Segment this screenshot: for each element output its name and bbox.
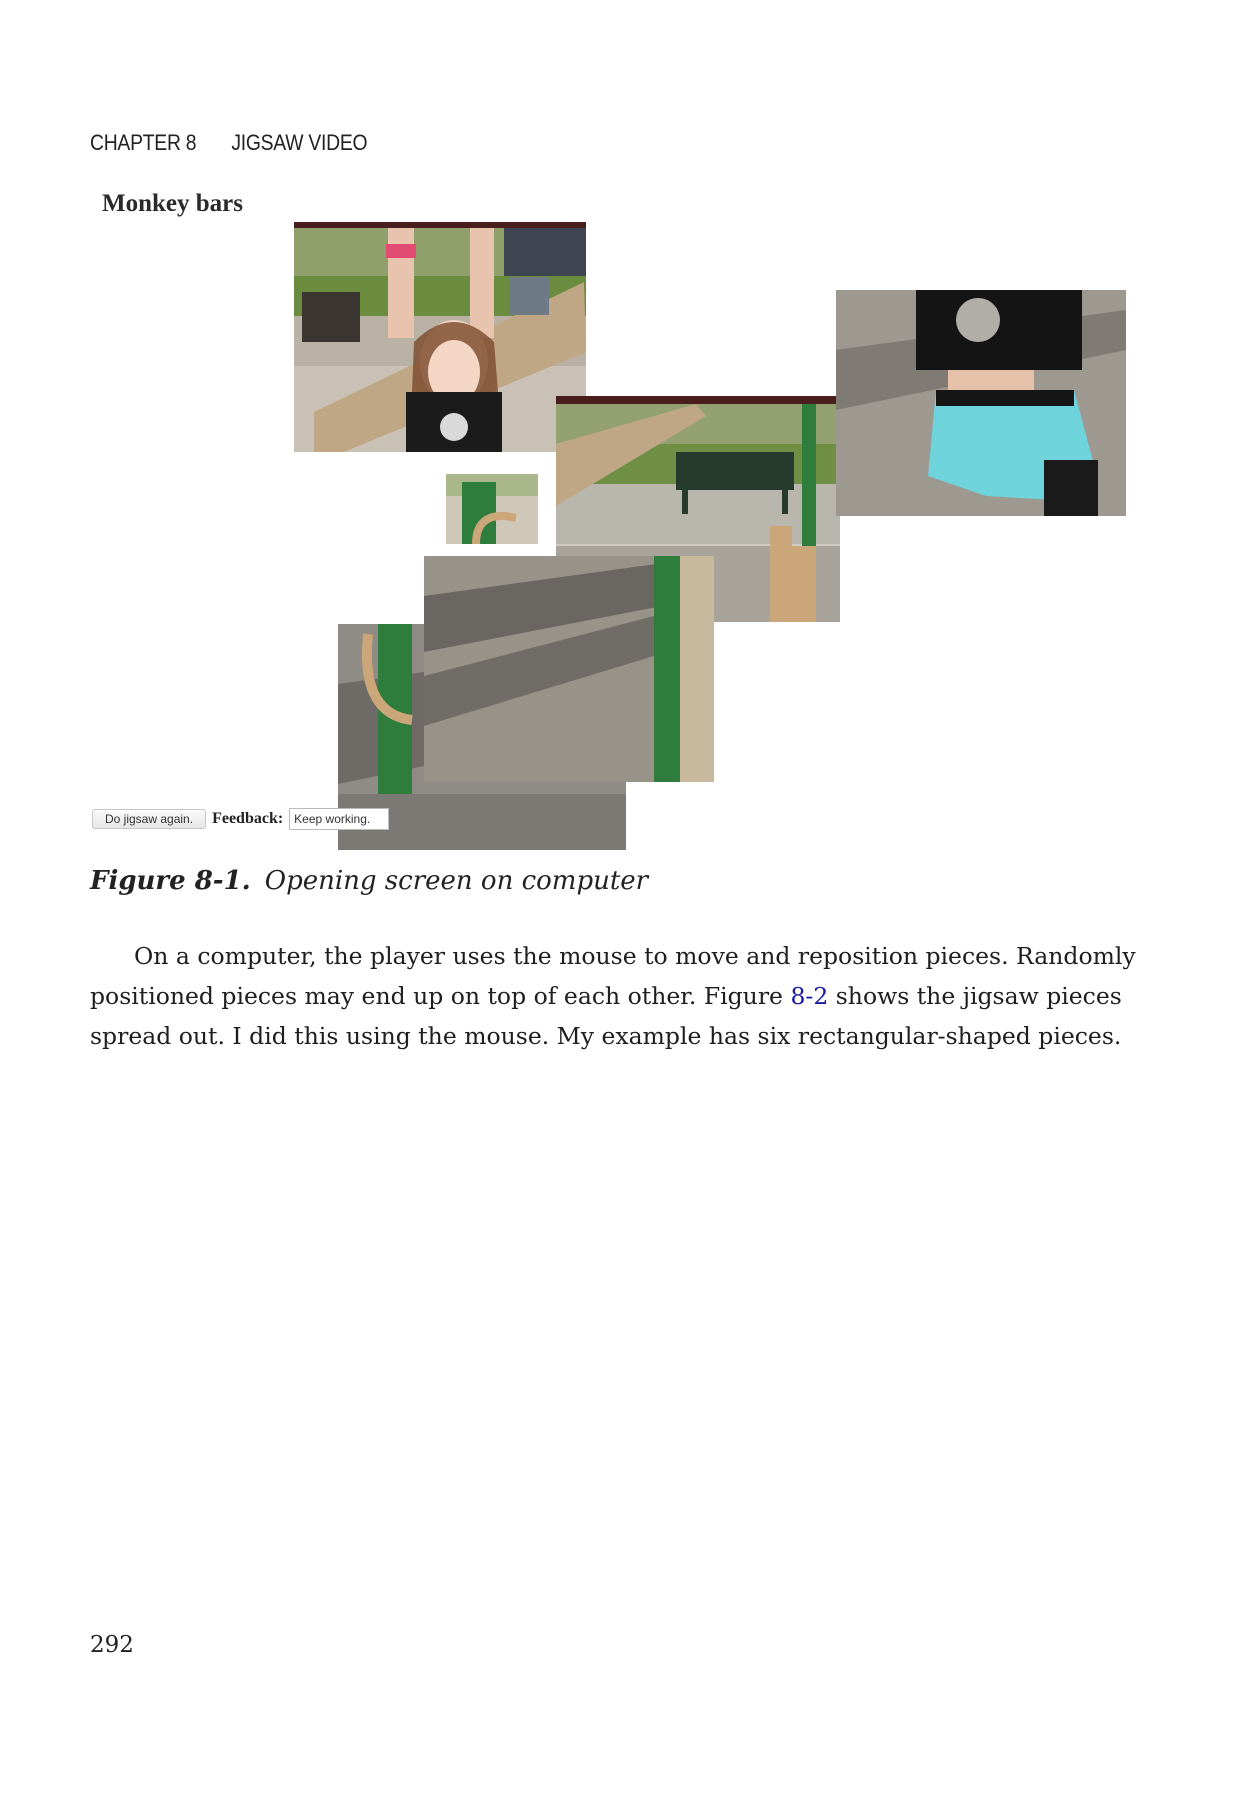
- running-head: [90, 130, 367, 156]
- chapter-number: CHAPTER 8: [90, 130, 197, 155]
- figure-number: Figure 8-1.: [90, 866, 251, 896]
- figure-link[interactable]: 8-2: [790, 982, 829, 1010]
- jigsaw-piece[interactable]: [836, 290, 1126, 516]
- figure-caption-text: Opening screen on computer: [264, 866, 649, 896]
- jigsaw-piece[interactable]: [424, 556, 714, 782]
- chapter-title: JIGSAW VIDEO: [231, 130, 368, 155]
- body-paragraph: [90, 936, 1150, 1056]
- body-text-end: shows the jigsaw pieces spread out. I did this using the mouse. My example has six rectangular-shaped pieces.: [90, 982, 1122, 1050]
- body-text-start: On a computer, the player uses the mouse to move and reposition pieces. Randomly positioned pieces may end up on top of each other. Figure: [90, 942, 1136, 1010]
- feedback-field[interactable]: Keep working.: [289, 808, 389, 830]
- game-controls: [92, 808, 389, 830]
- figure-caption: [90, 866, 648, 896]
- feedback-label: Feedback:: [212, 810, 284, 827]
- figure-screenshot: [90, 180, 1130, 840]
- page-number: 292: [90, 1632, 134, 1658]
- jigsaw-piece[interactable]: [446, 474, 538, 544]
- jigsaw-piece[interactable]: [294, 222, 586, 452]
- app-title: Monkey bars: [102, 190, 243, 217]
- do-jigsaw-again-button[interactable]: Do jigsaw again.: [92, 809, 206, 829]
